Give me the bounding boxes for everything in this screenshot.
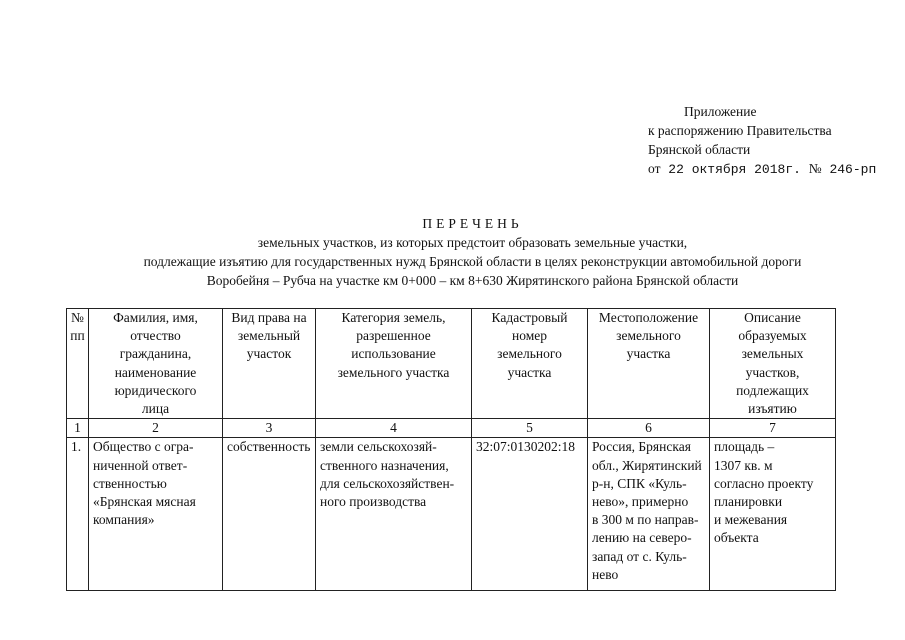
order-date: 22 октября 2018г.: [668, 162, 801, 177]
table-cell-line: ственного назначения,: [320, 457, 449, 473]
table-cell-line: «Брянская мясная: [93, 494, 196, 510]
table-cell-line: р-н, СПК «Куль-: [592, 475, 687, 491]
table-cell-line: нево», примерно: [592, 494, 689, 510]
table-cell-line: запад от с. Куль-: [592, 548, 687, 564]
header-cell-line: земельного: [616, 328, 681, 344]
column-number-7: 7: [710, 419, 836, 438]
heading-line-2: земельных участков, из которых предстоит образовать земельные участки,: [257, 235, 688, 250]
header-cell-line: изъятию: [748, 401, 797, 417]
header-cell-line: использование: [351, 346, 436, 362]
header-cell-line: участков,: [745, 364, 800, 380]
table-header: [67, 309, 836, 419]
table-body: [67, 438, 836, 591]
header-cell-line: участка: [626, 346, 671, 362]
header-cell-3: [223, 309, 316, 419]
header-cell-line: юридического: [114, 382, 197, 398]
table-cell: [67, 438, 89, 591]
column-number-5: 5: [472, 419, 588, 438]
header-cell-5: [472, 309, 588, 419]
table-cell-line: 1.: [71, 439, 82, 455]
header-cell-line: Местоположение: [598, 310, 699, 325]
appendix-title: Приложение: [684, 104, 757, 119]
table-row: [67, 438, 836, 591]
table-cell-line: согласно проекту: [714, 475, 814, 491]
table-cell-line: в 300 м по направ-: [592, 512, 699, 528]
order-number-sign: №: [808, 161, 822, 176]
order-prefix: от: [648, 161, 661, 176]
appendix-reference: к распоряжению Правительства: [648, 123, 832, 138]
column-number-6: 6: [588, 419, 710, 438]
header-cell-7: [710, 309, 836, 419]
table-cell-line: обл., Жирятинский: [592, 457, 702, 473]
header-cell-line: разрешенное: [356, 328, 431, 344]
table-cell-line: ного производства: [320, 494, 427, 510]
table-cell: [89, 438, 223, 591]
column-number-row: [67, 419, 836, 438]
table-cell-line: Россия, Брянская: [592, 439, 691, 455]
appendix-region: Брянской области: [648, 142, 751, 157]
header-cell-2: [89, 309, 223, 419]
header-cell-4: [316, 309, 472, 419]
table-cell-line: площадь –: [714, 439, 775, 455]
header-cell-line: земельного: [497, 346, 562, 362]
table-cell: [710, 438, 836, 591]
document-heading: [0, 214, 905, 290]
column-number-2: 2: [89, 419, 223, 438]
table-cell-line: и межевания: [714, 512, 788, 528]
order-number: 246-рп: [829, 162, 877, 177]
header-cell-line: образуемых: [738, 328, 807, 344]
land-plots-table: [66, 308, 836, 591]
header-cell-line: земельного участка: [337, 364, 450, 380]
header-cell-line: наименование: [114, 364, 197, 380]
header-cell-1: [67, 309, 89, 419]
table-cell-line: для сельскохозяйствен-: [320, 475, 455, 491]
header-cell-line: земельный: [237, 328, 301, 344]
appendix-order: [648, 159, 876, 179]
header-cell-6: [588, 309, 710, 419]
table-cell-line: 32:07:0130202:18: [476, 439, 576, 455]
column-number-4: 4: [316, 419, 472, 438]
table-cell-line: 1307 кв. м: [714, 457, 773, 473]
header-cell-line: Фамилия, имя,: [113, 310, 198, 325]
column-number-1: 1: [67, 419, 89, 438]
header-cell-line: пп: [70, 328, 85, 344]
appendix-block: [648, 102, 876, 179]
table-cell-line: ственностью: [93, 475, 167, 491]
heading-line-3: подлежащие изъятию для государственных нужд Брянской области в целях реконструкции автомобильной дороги: [143, 254, 802, 269]
header-cell-line: лица: [141, 401, 170, 417]
column-number-3: 3: [223, 419, 316, 438]
table-cell-line: собственность: [227, 439, 311, 455]
header-cell-line: Описание: [744, 310, 801, 325]
header-cell-line: участка: [507, 364, 552, 380]
table-cell: [223, 438, 316, 591]
header-cell-line: номер: [511, 328, 547, 344]
table-cell-line: компания»: [93, 512, 155, 528]
header-cell-line: Категория земель,: [341, 310, 446, 325]
header-cell-line: Кадастровый: [491, 310, 568, 325]
table-cell-line: нево: [592, 566, 619, 582]
table-cell-line: планировки: [714, 494, 783, 510]
heading-line-4: Воробейня – Рубча на участке км 0+000 – км 8+630 Жирятинского района Брянской области: [206, 273, 739, 288]
header-cell-line: Вид права на: [231, 310, 307, 325]
table-cell-line: Общество с огра-: [93, 439, 194, 455]
table-cell-line: ниченной ответ-: [93, 457, 188, 473]
header-row: [67, 309, 836, 419]
table-cell-line: объекта: [714, 530, 759, 546]
table-cell-line: земли сельскохозяй-: [320, 439, 437, 455]
header-cell-line: земельных: [741, 346, 804, 362]
table-cell: [588, 438, 710, 591]
table-cell-line: лению на северо-: [592, 530, 692, 546]
header-cell-line: №: [71, 310, 84, 325]
table-cell: [472, 438, 588, 591]
header-cell-line: подлежащих: [736, 382, 809, 398]
header-cell-line: участок: [246, 346, 292, 362]
document-title: ПЕРЕЧЕНЬ: [422, 216, 523, 231]
header-cell-line: гражданина,: [119, 346, 192, 362]
header-cell-line: отчество: [130, 328, 181, 344]
table-cell: [316, 438, 472, 591]
